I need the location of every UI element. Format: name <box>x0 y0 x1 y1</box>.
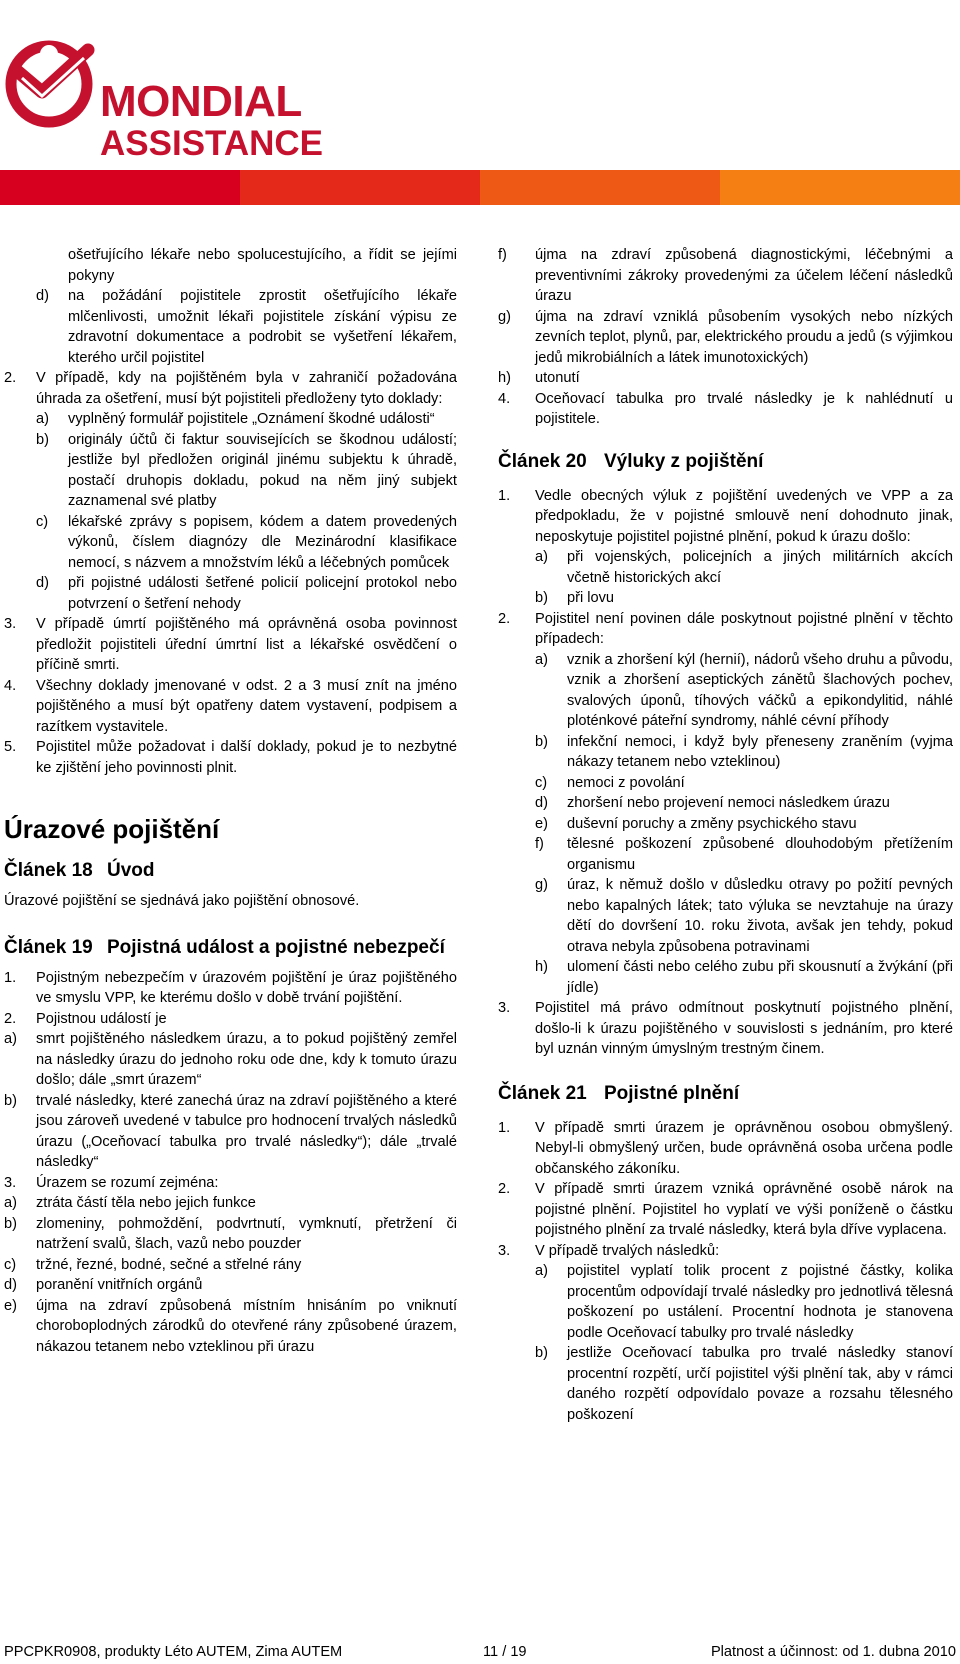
article-18-text: Úrazové pojištění se sjednává jako pojištění obnosové. <box>4 893 360 909</box>
item-text: V případě smrti úrazem vzniká oprávněné osobě nárok na pojistné plnění. Pojistitel ho vyplatí ve výši poníženě o částku pojistného plnění za trvalé následky, která byla dříve vyplacena. <box>535 1181 953 1238</box>
item-marker: d) <box>4 1277 17 1293</box>
item-text: při lovu <box>567 590 615 606</box>
item-marker: g) <box>535 877 548 893</box>
article-18-heading <box>4 859 457 883</box>
item-text: při pojistné události šetřené policií policejní protokol nebo potvrzení o šetření nehody <box>68 575 457 612</box>
article-title: Úvod <box>107 860 155 881</box>
item-marker: 4. <box>4 677 17 694</box>
item-text: Pojistitel může požadovat i další doklady, pokud je to nezbytné ke zjištění jeho povinnosti plnit. <box>36 739 457 776</box>
list-item <box>4 1029 457 1091</box>
article-number: Článek 20 <box>498 450 587 472</box>
numbered-item <box>4 676 457 738</box>
numbered-item <box>4 368 457 409</box>
item-text: Oceňovací tabulka pro trvalé následky je k nahlédnutí u pojistitele. <box>535 390 953 427</box>
item-text: tělesné poškození způsobené dlouhodobým přetížením organismu <box>567 836 953 873</box>
article-number: Článek 21 <box>498 1082 587 1104</box>
item-marker: a) <box>535 1263 548 1279</box>
list-item <box>4 1214 457 1255</box>
item-text: ulomení části nebo celého zubu při skousnutí a žvýkání (při jídle) <box>567 959 953 996</box>
item-marker: 2. <box>498 1181 511 1197</box>
numbered-item <box>4 1009 457 1030</box>
item-text: pojistitel vyplatí tolik procent z pojistné částky, kolika procentům odpovídají trvalé následky pro jednotlivá tělesná poškození po ustálení. Procentní hodnota je stanovena podle Oceňovací tabulky pro trvalé následky <box>567 1263 953 1341</box>
brand-subtitle: ASSISTANCE <box>100 124 323 163</box>
numbered-item <box>498 609 953 650</box>
item-text: V případě smrti úrazem je oprávněnou osobou obmyšlený. Nebyl-li obmyšlený určen, bude oprávněná osoba určena podle občanského zákoníku. <box>535 1119 953 1177</box>
item-marker: a) <box>535 549 548 565</box>
brand-name: MONDIAL <box>100 77 302 126</box>
item-text: utonutí <box>535 370 580 386</box>
item-marker: d) <box>36 288 49 304</box>
item-marker: 3. <box>4 616 17 632</box>
stripe-4 <box>720 170 960 205</box>
item-marker: a) <box>36 411 49 427</box>
item-marker: 2. <box>4 1010 17 1027</box>
list-item <box>535 650 953 732</box>
list-item <box>535 814 953 835</box>
item-text: infekční nemoci, i když byly přeneseny zraněním (vyjma nákazy tetanem nebo vzteklinou) <box>567 733 953 770</box>
item-marker: c) <box>4 1256 17 1273</box>
list-item <box>535 875 953 957</box>
item-marker: 4. <box>498 390 511 407</box>
item-marker: b) <box>4 1092 17 1109</box>
numbered-item <box>4 614 457 676</box>
list-item <box>535 793 953 814</box>
item-text: zlomeniny, pohmoždění, podvrtnutí, vymknutí, přetržení či natržení svalů, šlach, vazů nebo pouzder <box>36 1215 457 1252</box>
numbered-item <box>498 1241 953 1262</box>
list-item <box>535 773 953 794</box>
item-marker: b) <box>535 590 548 606</box>
numbered-item <box>498 1118 953 1180</box>
stripe-2 <box>240 170 480 205</box>
item-text: Pojistitel není povinen dále poskytnout pojistné plnění v těchto případech: <box>535 610 953 647</box>
page-number: 11 / 19 <box>483 1644 527 1660</box>
list-item <box>4 1296 457 1358</box>
item-marker: 3. <box>498 1000 511 1016</box>
item-marker: e) <box>4 1297 17 1314</box>
page-header <box>0 0 960 205</box>
item-marker: h) <box>498 370 511 386</box>
numbered-item <box>498 1179 953 1241</box>
item-marker: b) <box>535 733 548 750</box>
item-marker: 3. <box>4 1174 17 1191</box>
sub-list <box>498 1261 953 1425</box>
list-item <box>4 1193 457 1214</box>
item-marker: 5. <box>4 739 17 755</box>
item-text: Pojistnou událostí je <box>36 1010 167 1027</box>
item-marker: a) <box>4 1031 17 1047</box>
sub-list <box>4 1029 457 1173</box>
list-item <box>4 1275 457 1296</box>
item-marker: b) <box>4 1215 17 1232</box>
item-text: Úrazem se rozumí zejména: <box>36 1174 219 1191</box>
item-text: újma na zdraví způsobená diagnostickými, léčebnými a preventivními zákroky provedenými za účelem léčení následků úrazu <box>535 247 953 304</box>
numbered-item <box>4 737 457 778</box>
list-item <box>535 547 953 588</box>
article-19-heading <box>4 936 457 960</box>
item-marker: c) <box>535 774 548 791</box>
item-text: vznik a zhoršení kýl (hernií), nádorů všeho druhu a původu, vznik a zhoršení aseptických zánětů šlachových pochev, svalových úponů, tíhových váčků a epikondylitid, náhlé ploténkové páteřní syndromy, náhlé cévní příhody <box>567 651 953 729</box>
item-marker: b) <box>535 1345 548 1361</box>
item-marker: 2. <box>498 610 511 627</box>
item-marker: 1. <box>4 969 17 986</box>
item-marker: f) <box>498 247 507 263</box>
left-column <box>4 245 457 1357</box>
section-title: Úrazové pojištění <box>4 814 220 844</box>
item-text: zhoršení nebo projevení nemoci následkem úrazu <box>567 795 890 811</box>
item-text: újma na zdraví vzniklá působením vysokých nebo nízkých zevních teplot, plynů, par, elektrického proudu a jedů (s výjimkou jedů mikrobiálních a látek imunotoxických) <box>535 308 953 366</box>
item-text: úraz, k němuž došlo v důsledku otravy po požití pevných nebo kapalných látek; tato výluka se nevztahuje na úrazy dětí do dovršení 10. roku života, avšak jen tehdy, pokud otrava nebyla způsobena potravinami <box>567 877 953 955</box>
stripe-3 <box>480 170 720 205</box>
article-title: Pojistná událost a pojistné nebezpečí <box>107 936 445 958</box>
item-text: trvalé následky, které zanechá úraz na zdraví pojištěného a které jsou zároveň uvedené v tabulce pro hodnocení trvalých následků úrazu („Oceňovací tabulka pro trvalé následky“); dále „trvalé následky“ <box>36 1092 457 1170</box>
validity-date: Platnost a účinnost: od 1. dubna 2010 <box>710 1644 956 1660</box>
item-text: V případě úmrtí pojištěného má oprávněná osoba povinnost předložit pojistiteli úřední úmrtní list a lékařské osvědčení o příčině smrti. <box>36 616 457 673</box>
article-title: Výluky z pojištění <box>604 450 764 472</box>
item-text: Pojistitel má právo odmítnout poskytnutí pojistného plnění, došlo-li k úrazu pojištěného v souvislosti s jednáním, pro které byl uznán vinným úmyslným trestným činem. <box>535 1000 953 1057</box>
numbered-item <box>498 389 953 430</box>
item-text: tržné, řezné, bodné, sečné a střelné rány <box>36 1256 302 1273</box>
article-number: Článek 19 <box>4 936 93 958</box>
item-marker: a) <box>4 1195 17 1211</box>
item-marker: d) <box>535 795 548 811</box>
item-text: na požádání pojistitele zprostit ošetřujícího lékaře mlčenlivosti, umožnit lékaři pojistitele získání výpisu ze zdravotní dokumentace a podrobit se vyšetření lékařem, kterého určil pojistitel <box>68 288 457 366</box>
item-marker: f) <box>535 836 544 852</box>
list-item <box>535 1261 953 1343</box>
list-item <box>535 588 953 609</box>
item-text: duševní poruchy a změny psychického stavu <box>567 815 857 832</box>
item-marker: c) <box>36 513 49 530</box>
item-text: originály účtů či faktur souvisejících se škodnou událostí; jestliže byl předložen originál jinému subjektu k úhradě, postačí druhopis dokladu, pokud na něm jiný subjekt zaznamenal své platby <box>68 431 457 509</box>
list-item <box>535 1343 953 1425</box>
list-continuation <box>4 245 457 368</box>
article-20-heading <box>498 450 953 474</box>
item-text: jestliže Oceňovací tabulka pro trvalé následky stanoví procentní rozpětí, určí pojistitel výši plnění tak, aby v rámci daného rozpětí odpovídalo povaze a rozsahu tělesného poškození <box>567 1345 953 1423</box>
mondial-assistance-logo <box>2 32 362 163</box>
item-text: V případě trvalých následků: <box>535 1242 720 1259</box>
right-column <box>498 245 953 1425</box>
article-title: Pojistné plnění <box>604 1082 740 1104</box>
list-item <box>36 409 457 430</box>
item-text: poranění vnitřních orgánů <box>36 1277 203 1293</box>
list-item <box>498 307 953 369</box>
list-item <box>36 286 457 368</box>
item-text: vyplněný formulář pojistitele „Oznámení škodné události“ <box>68 411 435 427</box>
item-marker: 1. <box>498 487 511 504</box>
logo-mark-icon <box>2 32 102 144</box>
list-item <box>4 1091 457 1173</box>
item-marker: g) <box>498 308 511 325</box>
list-item <box>535 732 953 773</box>
item-marker: d) <box>36 575 49 591</box>
sub-list <box>498 547 953 609</box>
stripe-1 <box>0 170 240 205</box>
sub-list <box>4 409 457 614</box>
list-item <box>4 1255 457 1276</box>
list-item <box>36 512 457 574</box>
numbered-item <box>498 486 953 548</box>
article-number: Článek 18 <box>4 860 93 881</box>
list-item <box>535 834 953 875</box>
item-marker: h) <box>535 959 548 975</box>
item-marker: 3. <box>498 1242 511 1259</box>
list-item <box>498 368 953 389</box>
article-21-heading <box>498 1082 953 1106</box>
item-text: ošetřujícího lékaře nebo spolucestujícího, a řídit se jejími pokyny <box>68 247 457 284</box>
item-text: V případě, kdy na pojištěném byla v zahraničí požadována úhrada za ošetření, musí být pojistiteli předloženy tyto doklady: <box>36 370 457 407</box>
numbered-item <box>4 968 457 1009</box>
item-text: lékařské zprávy s popisem, kódem a datem provedených výkonů, číslem diagnózy dle Mezinárodní klasifikace nemocí, s názvem a množstvím léků a léčebných pomůcek <box>68 513 457 571</box>
item-text: Pojistným nebezpečím v úrazovém pojištění je úraz pojištěného ve smyslu VPP, ke kterému došlo v době trvání pojištění. <box>36 969 457 1006</box>
item-marker: e) <box>535 815 548 832</box>
document-code: PPCPKR0908, produkty Léto AUTEM, Zima AUTEM <box>4 1644 343 1660</box>
item-text: Všechny doklady jmenované v odst. 2 a 3 musí znít na jméno pojištěného a musí být opatřeny datem vystavení, podpisem a razítkem vystavitele. <box>36 677 457 735</box>
list-item <box>498 245 953 307</box>
item-text: smrt pojištěného následkem úrazu, a to pokud pojištěný zemřel na následky úrazu do jednoho roku ode dne, kdy k tomuto úrazu došlo; dále „smrt úrazem“ <box>36 1031 457 1088</box>
item-marker: 1. <box>498 1119 511 1136</box>
item-marker: a) <box>535 651 548 668</box>
item-text: nemoci z povolání <box>567 774 685 791</box>
numbered-item <box>4 1173 457 1194</box>
item-text: újma na zdraví způsobená místním hnisáním po vniknutí choroboplodných zárodků do otevřené rány způsobené úrazem, nákazou tetanem nebo vzteklinou při úrazu <box>36 1297 457 1355</box>
sub-list <box>4 1193 457 1357</box>
item-text: ztráta částí těla nebo jejich funkce <box>36 1195 256 1211</box>
list-item <box>36 573 457 614</box>
numbered-item <box>498 998 953 1060</box>
list-item <box>535 957 953 998</box>
sub-list <box>498 650 953 999</box>
list-item <box>36 430 457 512</box>
color-stripe-bar <box>0 170 960 205</box>
list-item <box>36 245 457 286</box>
item-marker: 2. <box>4 370 17 386</box>
list-continuation <box>498 245 953 389</box>
item-marker <box>36 245 68 286</box>
item-marker: b) <box>36 431 49 448</box>
item-text: Vedle obecných výluk z pojištění uvedených ve VPP a za předpokladu, že v pojistné smlouvě není dohodnuto jinak, neposkytuje pojistitel pojistné plnění, pokud k úrazu došlo: <box>535 487 953 545</box>
item-text: při vojenských, policejních a jiných militárních akcích včetně historických akcí <box>567 549 953 586</box>
